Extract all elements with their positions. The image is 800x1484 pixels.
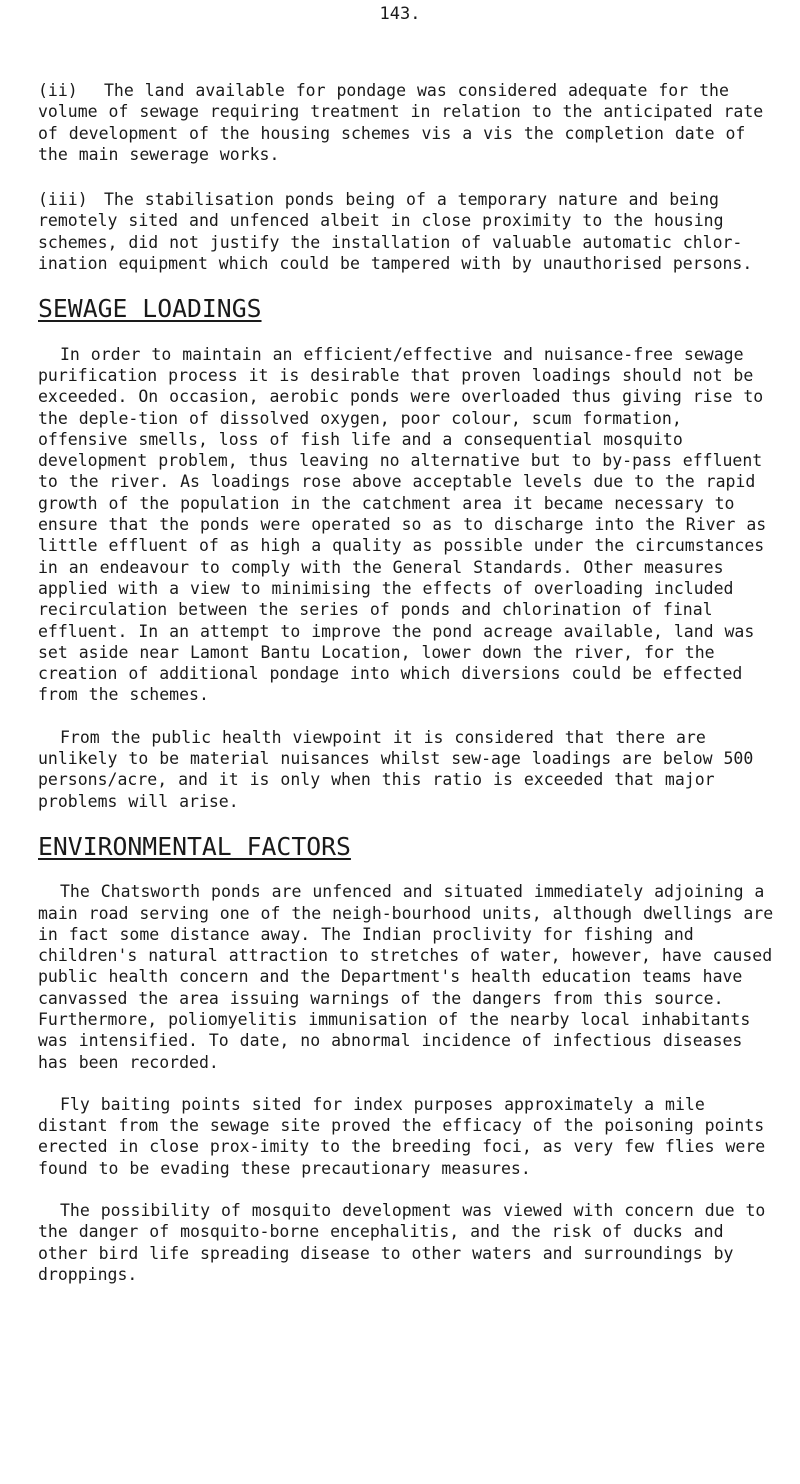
- paragraph: Fly baiting points sited for index purposes approximately a mile distant from the sewage site proved the efficacy of the poisoning points erected in close prox-imity to the breeding foci, as very few flies were found to be evading these precautionary measures.: [38, 1094, 766, 1178]
- paragraph: In order to maintain an efficient/effective and nuisance-free sewage purification process it is desirable that proven loadings should not be exceeded. On occasion, aerobic ponds were overloaded thus giving rise to the deple-tion of dissolved oxygen, poor colour, scum formation, offensive smells, loss of fish life and a consequential mosquito development problem, thus leaving no alternative but to by-pass effluent to the river. As loadings rose above acceptable levels due to the rapid growth of the population in the catchment area it became necessary to ensure that the ponds were operated so as to discharge into the River as little effluent of as high a quality as possible under the circumstances in an endeavour to comply with the General Standards. Other measures applied with a view to minimising the effects of overloading included recirculation between the series of ponds and chlorination of final effluent. In an attempt to improve the pond acreage available, land was set aside near Lamont Bantu Location, lower down the river, for the creation of additional pondage into which diversions could be effected from the schemes.: [38, 344, 767, 705]
- item-label: (ii): [38, 81, 78, 100]
- paragraph: The possibility of mosquito development was viewed with concern due to the danger of mosquito-borne encephalitis, and the risk of ducks and other bird life spreading disease to other waters and surroundings by droppings.: [38, 1201, 766, 1284]
- list-item-ii: [38, 80, 778, 165]
- item-text: The land available for pondage was considered adequate for the volume of sewage requiring treatment in relation to the anticipated rate of development of the housing schemes vis a vis the completion date of the main sewerage works.: [38, 81, 764, 164]
- page-number: 143.: [379, 4, 421, 24]
- section-heading-environmental-factors: ENVIRONMENTAL FACTORS: [38, 831, 351, 861]
- section-heading-sewage-loadings: SEWAGE LOADINGS: [38, 294, 262, 324]
- item-text: The stabilisation ponds being of a temporary nature and being remotely sited and unfenced albeit in close proximity to the housing schemes, did not justify the installation of valuable automatic chlor-ination equipment which could be tampered with by unauthorised persons.: [38, 190, 753, 274]
- paragraph: The Chatsworth ponds are unfenced and situated immediately adjoining a main road serving one of the neigh-bourhood units, although dwellings are in fact some distance away. The Indian proclivity for fishing and children's natural attraction to stretches of water, however, have caused public health concern and the Department's health education teams have canvassed the area issuing warnings of the dangers from this source. Furthermore, poliomyelitis immunisation of the nearby local inhabitants was intensified. To date, no abnormal incidence of infectious diseases has been recorded.: [38, 882, 774, 1072]
- list-item-iii: [38, 189, 778, 274]
- document-body: [38, 80, 778, 1285]
- paragraph: From the public health viewpoint it is considered that there are unlikely to be material nuisances whilst sew-age loadings are below 500 persons/acre, and it is only when this ratio is exceeded that major problems will arise.: [38, 727, 754, 811]
- item-label: (iii): [38, 190, 88, 210]
